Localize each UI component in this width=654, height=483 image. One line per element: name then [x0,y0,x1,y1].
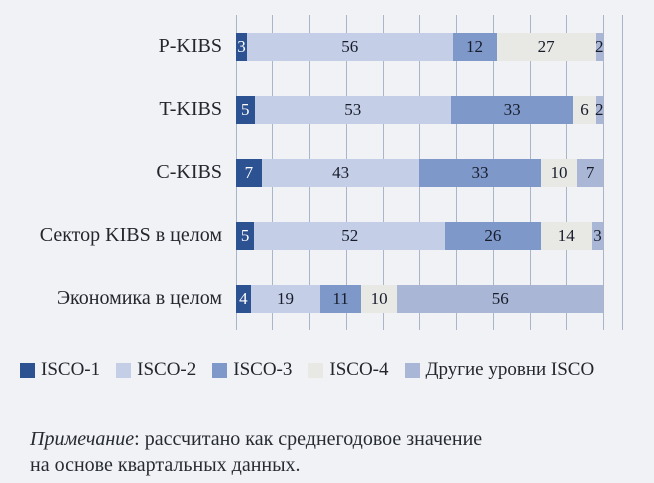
segment-value: 10 [370,288,388,308]
segment-value: 11 [332,288,349,308]
note [30,426,482,478]
segment-value: 7 [244,162,254,182]
bar-segment [254,222,445,250]
segment-value: 33 [471,162,489,182]
segment-value: 6 [580,99,589,119]
segment-value: 33 [503,99,521,119]
category-label: T-KIBS [159,98,222,120]
legend-label: ISCO-2 [137,359,197,380]
segment-value: 5 [240,225,250,245]
segment-value: 19 [277,288,295,308]
segment-value: 14 [557,225,575,245]
bar-segment [262,159,420,187]
segment-value: 3 [593,225,602,245]
stacked-bar [236,96,603,124]
category-label: C-KIBS [156,161,222,183]
segment-value: 4 [239,288,248,308]
bar-segment [255,96,451,124]
segment-value: 2 [595,36,604,56]
category-row [0,267,654,330]
bar-segment [596,33,603,61]
legend-swatch [405,363,420,378]
legend-label: ISCO-3 [233,359,293,380]
category-label: Экономика в целом [56,287,222,309]
category-label: Сектор KIBS в целом [39,224,222,246]
bar-segment [361,285,398,313]
segment-value: 12 [466,36,484,56]
bar-segment [541,222,592,250]
note-label: Примечание [30,428,135,450]
legend-item [405,359,595,381]
segment-value: 3 [237,36,246,56]
note-text-line-1: : рассчитано как среднегодовое значение [134,428,483,450]
legend-label: ISCO-4 [329,359,389,380]
category-row [0,78,654,141]
legend-item [308,359,388,381]
bar-segment [236,285,251,313]
bar-segment [445,222,540,250]
segment-value: 56 [491,288,509,308]
legend-label: Другие уровни ISCO [425,359,595,380]
bar-segment [397,285,603,313]
bar-segment [320,285,360,313]
category-row [0,15,654,78]
segment-value: 26 [484,225,502,245]
legend [20,359,594,381]
segment-value: 43 [332,162,350,182]
bar-segment [497,33,596,61]
segment-value: 52 [341,225,359,245]
segment-value: 2 [595,99,604,119]
category-label: P-KIBS [158,35,222,57]
stacked-bar [236,222,603,250]
legend-item [212,359,292,381]
note-line-1 [30,426,482,452]
segment-value: 53 [344,99,362,119]
bar-segment [592,222,603,250]
bar-segment [596,96,603,124]
legend-label: ISCO-1 [41,359,101,380]
segment-value: 5 [241,99,250,119]
bar-segment [541,159,578,187]
bar-segment [236,222,254,250]
legend-item [116,359,196,381]
bar-segment [573,96,595,124]
segment-value: 56 [341,36,359,56]
legend-swatch [20,363,35,378]
bar-segment [577,159,603,187]
bar-segment [251,285,321,313]
category-row [0,141,654,204]
note-text-line-2: на основе квартальных данных. [30,454,301,476]
segment-value: 27 [537,36,555,56]
legend-swatch [308,363,323,378]
bar-segment [247,33,453,61]
stacked-bar [236,33,603,61]
category-row [0,204,654,267]
bar-segment [236,33,247,61]
legend-item [20,359,100,381]
legend-swatch [212,363,227,378]
bar-segment [419,159,540,187]
bar-segment [236,96,255,124]
bar-segment [453,33,497,61]
segment-value: 7 [585,162,595,182]
bar-segment [451,96,573,124]
legend-swatch [116,363,131,378]
bar-segment [236,159,262,187]
stacked-bar [236,285,603,313]
bar-rows [0,15,654,330]
stacked-bar [236,159,603,187]
segment-value: 10 [550,162,568,182]
